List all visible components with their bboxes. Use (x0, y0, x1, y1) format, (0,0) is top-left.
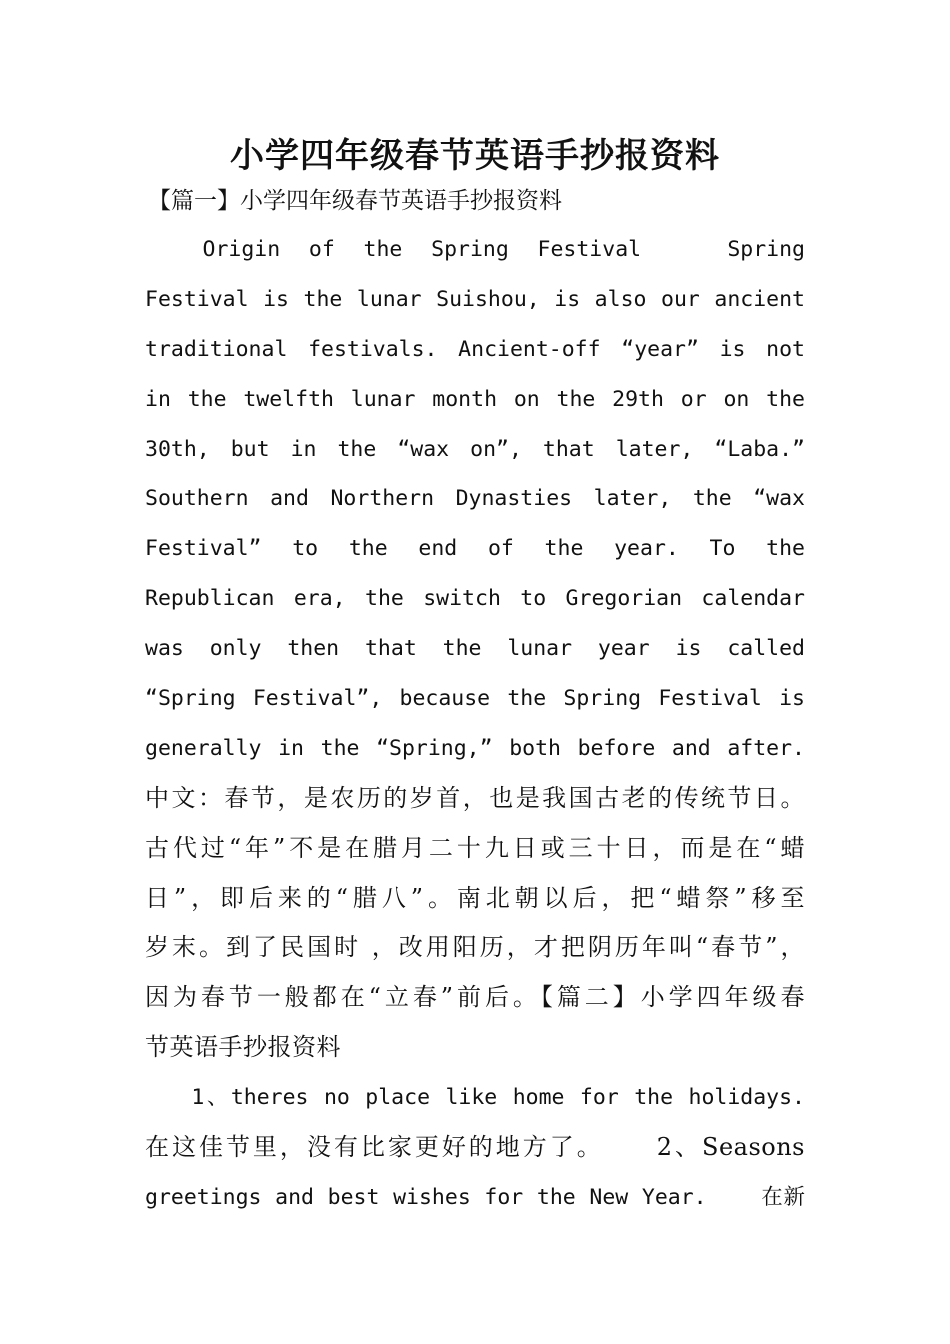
text-line: generally in the “Spring,” both before and after. (145, 735, 805, 761)
text-line: traditional festivals. Ancient-off “year” is not (145, 336, 805, 362)
text-line: Origin of the Spring Festival Spring (145, 237, 805, 262)
text-line: greetings and best wishes for the New Year. 在新 (145, 1184, 805, 1210)
body-text (145, 225, 805, 1223)
text-line: Festival is the lunar Suishou, is also our ancient (145, 286, 805, 312)
text-line: 因为春节一般都在“立春”前后。【篇二】小学四年级春 (145, 983, 805, 1012)
text-line: 古代过“年”不是在腊月二十九日或三十日，而是在“蜡 (145, 833, 805, 862)
text-line: “Spring Festival”, because the Spring Festival is (145, 686, 805, 712)
text-line: Southern and Northern Dynasties later, the “wax (145, 486, 805, 512)
text-line: 在这佳节里，没有比家更好的地方了。 2、Seasons (145, 1133, 805, 1162)
section-heading: 【篇一】小学四年级春节英语手抄报资料 (148, 188, 562, 214)
document-title: 小学四年级春节英语手抄报资料 (230, 136, 720, 176)
text-line: 中文：春节，是农历的岁首，也是我国古老的传统节日。 (145, 783, 805, 812)
text-line: 1、theres no place like home for the holidays. (145, 1085, 805, 1111)
text-line: 岁末。到了民国时 ，改用阳历，才把阴历年叫“春节”， (145, 933, 805, 962)
text-line: was only then that the lunar year is called (145, 636, 805, 662)
text-line: 日”，即后来的“腊八”。南北朝以后，把“蜡祭”移至 (145, 883, 805, 912)
text-line: 30th, but in the “wax on”, that later, “Laba.” (145, 436, 805, 462)
text-line: 节英语手抄报资料 (145, 1033, 341, 1062)
text-line: Festival” to the end of the year. To the (145, 536, 805, 562)
text-line: Republican era, the switch to Gregorian calendar (145, 586, 805, 612)
text-line: in the twelfth lunar month on the 29th or on the (145, 386, 805, 412)
